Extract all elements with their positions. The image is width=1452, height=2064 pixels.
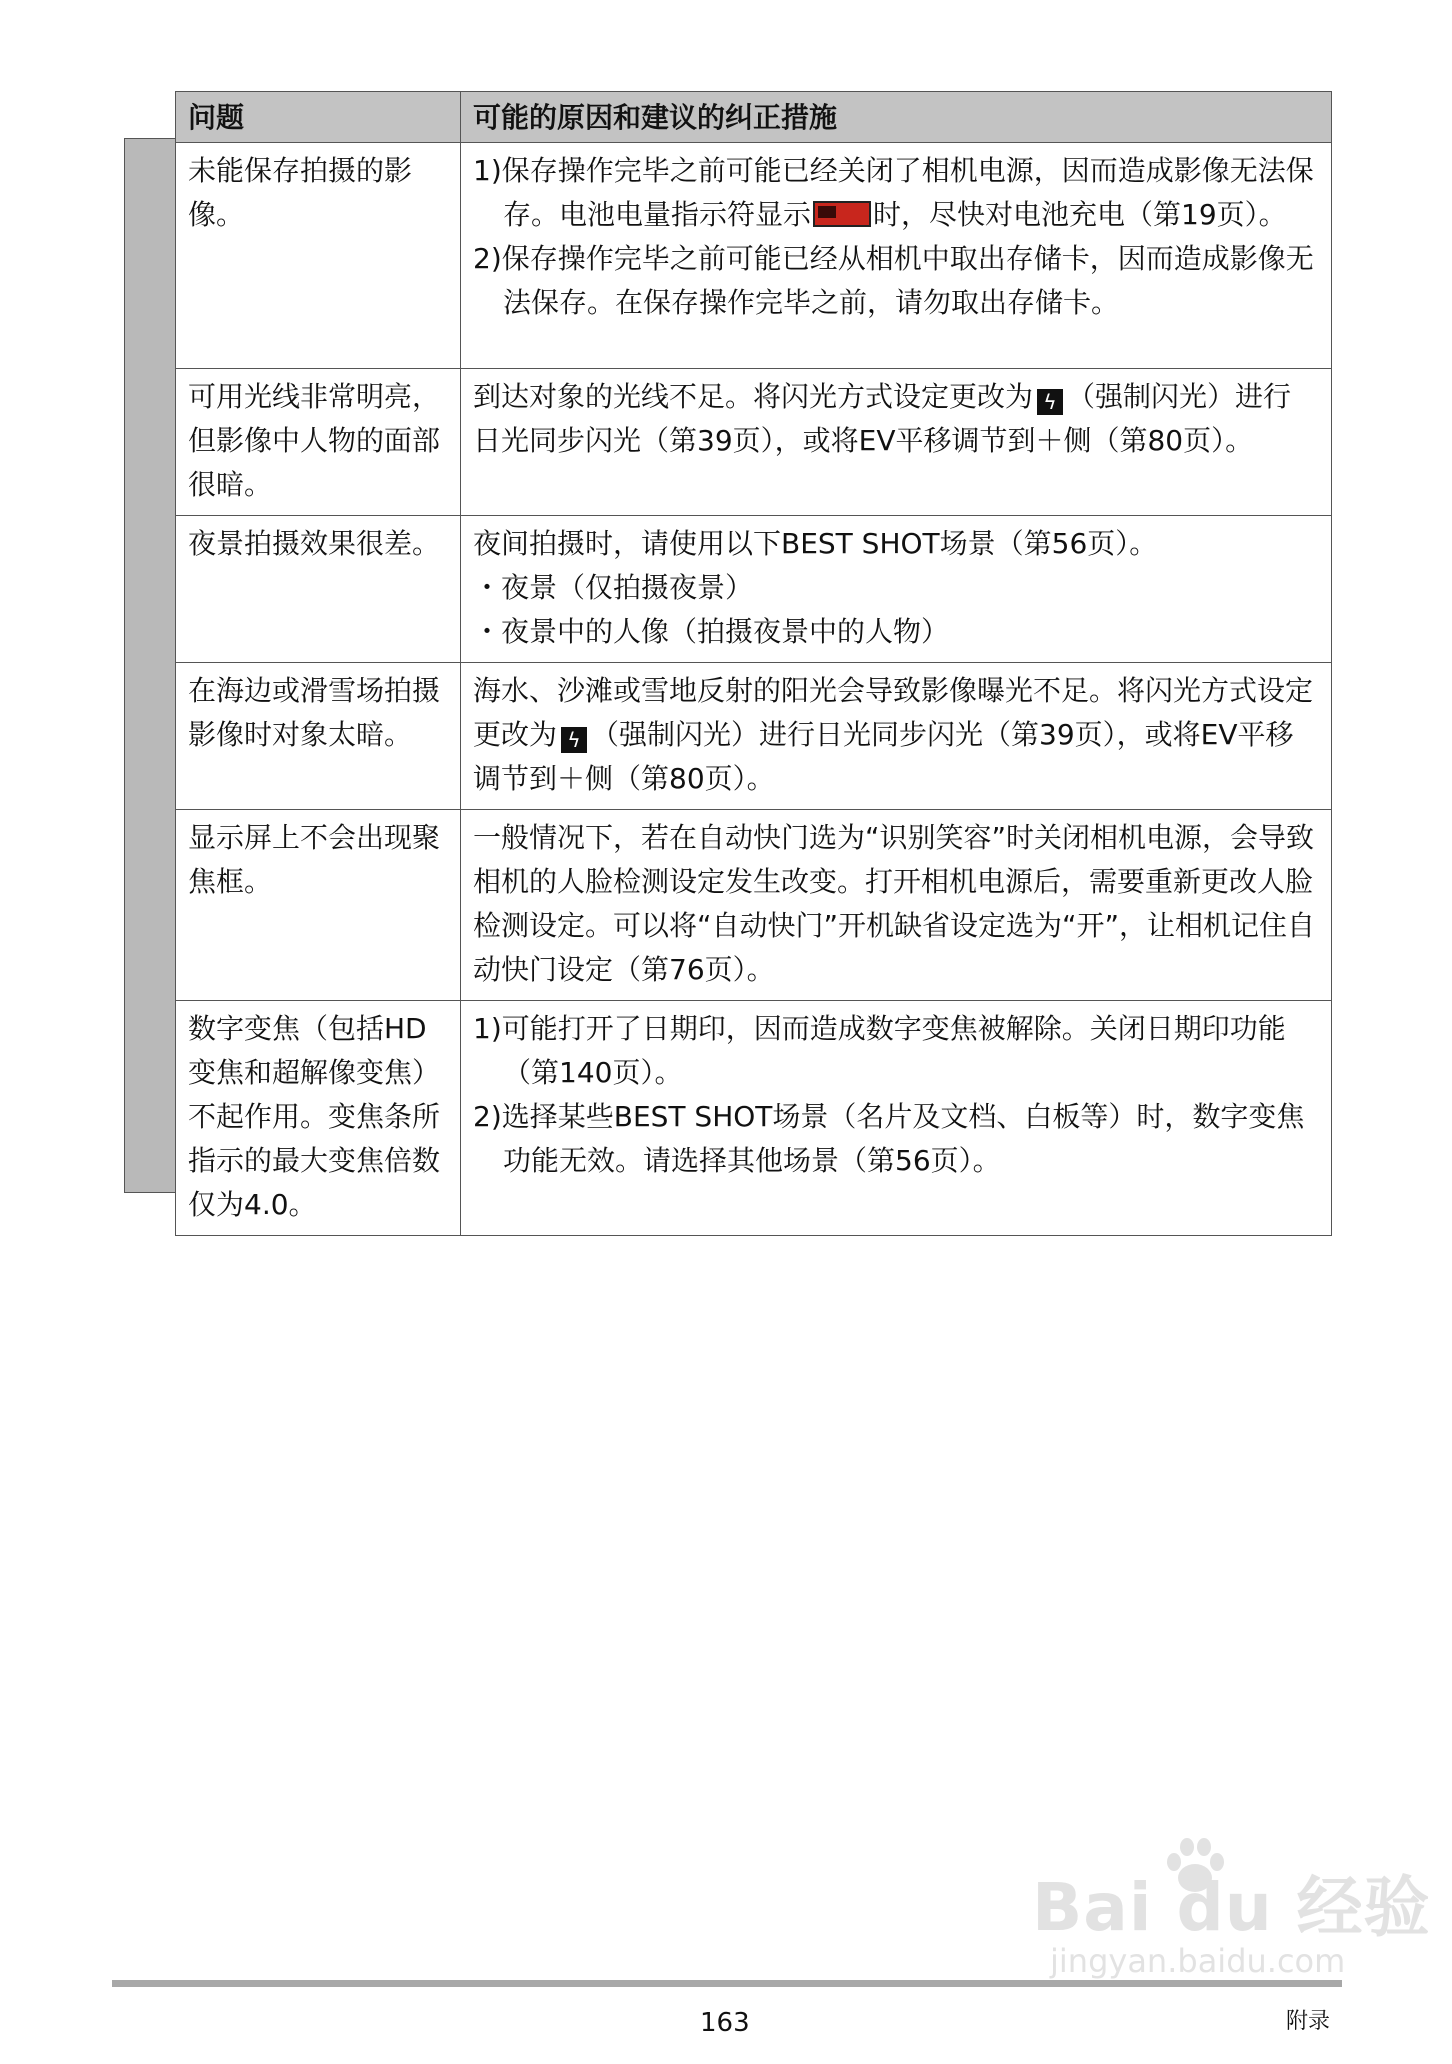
remedy-cell: 一般情况下，若在自动快门选为“识别笑容”时关闭相机电源，会导致相机的人脸检测设定发生改变。打开相机电源后，需要重新更改人脸检测设定。可以将“自动快门”开机缺省设定选为“开”，让相机记住自动快门设定（第76页）。: [461, 810, 1332, 1001]
item-text: 保存操作完毕之前可能已经关闭了相机电源，因而造成影像无法保存。电池电量指示符显示: [501, 154, 1314, 231]
battery-low-icon: [813, 201, 871, 227]
remedy-text: 海水、沙滩或雪地反射的阳光会导致影像曝光不足。将闪光方式设定更改为: [473, 674, 1314, 751]
item-text: 选择某些BEST SHOT场景（名片及文档、白板等）时，数字变焦功能无效。请选择其他场景（第56页）。: [501, 1100, 1305, 1177]
remedy-text-after-icon: （强制闪光）进行日光同步闪光（第39页），或将EV平移调节到＋侧（第80页）。: [473, 718, 1294, 795]
remedy-cell: [461, 516, 1332, 663]
section-side-tab: [124, 138, 176, 1193]
remedy-item: [473, 237, 1319, 325]
flash-forced-icon: ϟ: [1037, 389, 1063, 415]
item-text-after-icon: 时，尽快对电池充电（第19页）。: [873, 198, 1287, 231]
table-row: [176, 663, 1332, 810]
problem-cell: 在海边或滑雪场拍摄影像时对象太暗。: [176, 663, 461, 810]
flash-forced-icon: ϟ: [561, 727, 587, 753]
remedy-intro: 夜间拍摄时，请使用以下BEST SHOT场景（第56页）。: [473, 527, 1158, 560]
item-text: 保存操作完毕之前可能已经从相机中取出存储卡，因而造成影像无法保存。在保存操作完毕之前，请勿取出存储卡。: [501, 242, 1314, 319]
table-row: [176, 516, 1332, 663]
item-prefix: 2): [473, 242, 502, 275]
problem-cell: 未能保存拍摄的影像。: [176, 143, 461, 369]
item-prefix: 2): [473, 1100, 502, 1133]
remedy-text-after-icon: （强制闪光）进行日光同步闪光（第39页），或将EV平移调节到＋侧（第80页）。: [473, 380, 1292, 457]
footer-rule: [112, 1980, 1342, 1987]
table-row: [176, 143, 1332, 369]
remedy-text: 到达对象的光线不足。将闪光方式设定更改为: [473, 380, 1034, 413]
bullet-item: ・夜景中的人像（拍摄夜景中的人物）: [473, 615, 950, 648]
remedy-cell: [461, 1001, 1332, 1236]
remedy-cell: [461, 663, 1332, 810]
header-remedy: 可能的原因和建议的纠正措施: [461, 92, 1332, 143]
item-text: 可能打开了日期印，因而造成数字变焦被解除。关闭日期印功能（第140页）。: [501, 1012, 1286, 1089]
bullet-item: ・夜景（仅拍摄夜景）: [473, 571, 754, 604]
table-header-row: [176, 92, 1332, 143]
problem-cell: 数字变焦（包括HD变焦和超解像变焦）不起作用。变焦条所指示的最大变焦倍数仅为4.0。: [176, 1001, 461, 1236]
problem-cell: 夜景拍摄效果很差。: [176, 516, 461, 663]
section-name: 附录: [1286, 2009, 1331, 2034]
baidu-watermark: [1032, 1832, 1431, 1982]
remedy-item: [473, 1095, 1319, 1183]
table-row: [176, 369, 1332, 516]
remedy-cell: [461, 143, 1332, 369]
remedy-cell: [461, 369, 1332, 516]
page-number: 163: [700, 2008, 750, 2038]
problem-cell: 显示屏上不会出现聚焦框。: [176, 810, 461, 1001]
table-row: [176, 810, 1332, 1001]
troubleshooting-table: [175, 91, 1332, 1236]
header-problem: 问题: [176, 92, 461, 143]
item-prefix: 1): [473, 154, 502, 187]
remedy-item: [473, 149, 1319, 237]
watermark-url: jingyan.baidu.com: [1050, 1942, 1346, 1980]
problem-cell: 可用光线非常明亮，但影像中人物的面部很暗。: [176, 369, 461, 516]
watermark-logo: Bai du 经验: [1032, 1869, 1431, 1946]
remedy-item: [473, 1007, 1319, 1095]
item-prefix: 1): [473, 1012, 502, 1045]
table-row: [176, 1001, 1332, 1236]
